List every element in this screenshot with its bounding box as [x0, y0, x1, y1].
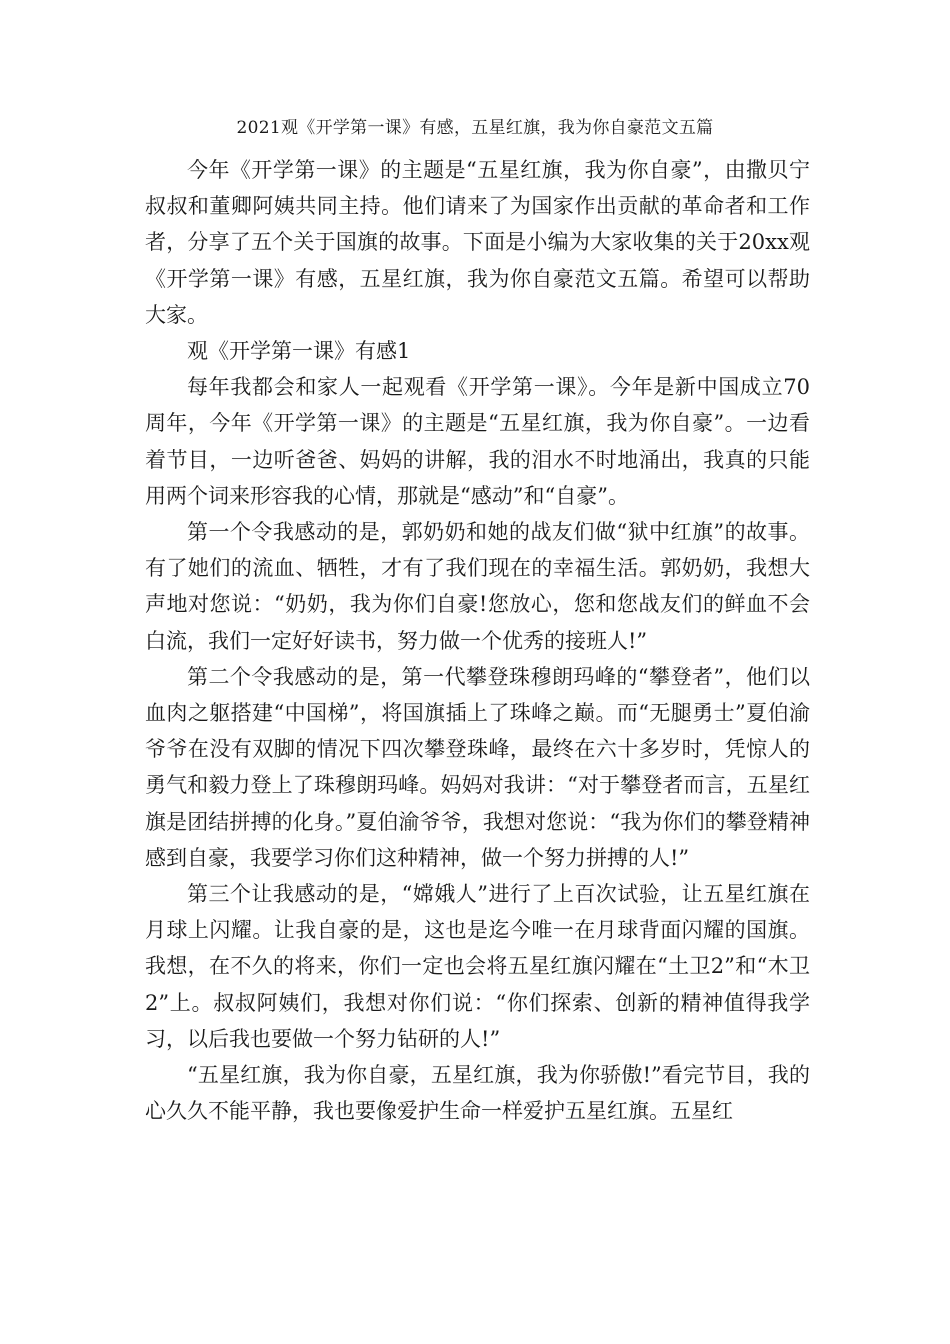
document-title: 2021观《开学第一课》有感，五星红旗，我为你自豪范文五篇	[236, 118, 714, 138]
body-paragraph: 第三个让我感动的是，“嫦娥人”进行了上百次试验，让五星红旗在月球上闪耀。让我自豪的是，这也是迄今唯一在月球背面闪耀的国旗。我想，在不久的将来，你们一定也会将五星红旗闪耀在“土卫2”和“木卫2”上。叔叔阿姨们，我想对你们说：“你们探索、创新的精神值得我学习，以后我也要做一个努力钻研的人!”	[145, 882, 810, 1051]
section-heading: 观《开学第一课》有感1	[187, 339, 411, 364]
document-body	[145, 152, 810, 1129]
body-paragraph: 每年我都会和家人一起观看《开学第一课》。今年是新中国成立70周年，今年《开学第一课》的主题是“五星红旗，我为你自豪”。一边看着节目，一边听爸爸、妈妈的讲解，我的泪水不时地涌出，我真的只能用两个词来形容我的心情，那就是“感动”和“自豪”。	[145, 375, 810, 508]
intro-paragraph: 今年《开学第一课》的主题是“五星红旗，我为你自豪”，由撒贝宁叔叔和董卿阿姨共同主持。他们请来了为国家作出贡献的革命者和工作者，分享了五个关于国旗的故事。下面是小编为大家收集的关于20xx观《开学第一课》有感，五星红旗，我为你自豪范文五篇。希望可以帮助大家。	[145, 158, 810, 327]
body-paragraph: “五星红旗，我为你自豪，五星红旗，我为你骄傲!”看完节目，我的心久久不能平静，我也要像爱护生命一样爱护五星红旗。五星红	[145, 1063, 810, 1124]
body-paragraph: 第二个令我感动的是，第一代攀登珠穆朗玛峰的“攀登者”，他们以血肉之躯搭建“中国梯”，将国旗插上了珠峰之巅。而“无腿勇士”夏伯渝爷爷在没有双脚的情况下四次攀登珠峰，最终在六十多岁时，凭惊人的勇气和毅力登上了珠穆朗玛峰。妈妈对我讲：“对于攀登者而言，五星红旗是团结拼搏的化身。”夏伯渝爷爷，我想对您说：“我为你们的攀登精神感到自豪，我要学习你们这种精神，做一个努力拼搏的人!”	[145, 664, 810, 870]
body-paragraph: 第一个令我感动的是，郭奶奶和她的战友们做“狱中红旗”的故事。有了她们的流血、牺牲，才有了我们现在的幸福生活。郭奶奶，我想大声地对您说：“奶奶，我为你们自豪!您放心，您和您战友们的鲜血不会白流，我们一定好好读书，努力做一个优秀的接班人!”	[145, 520, 810, 653]
